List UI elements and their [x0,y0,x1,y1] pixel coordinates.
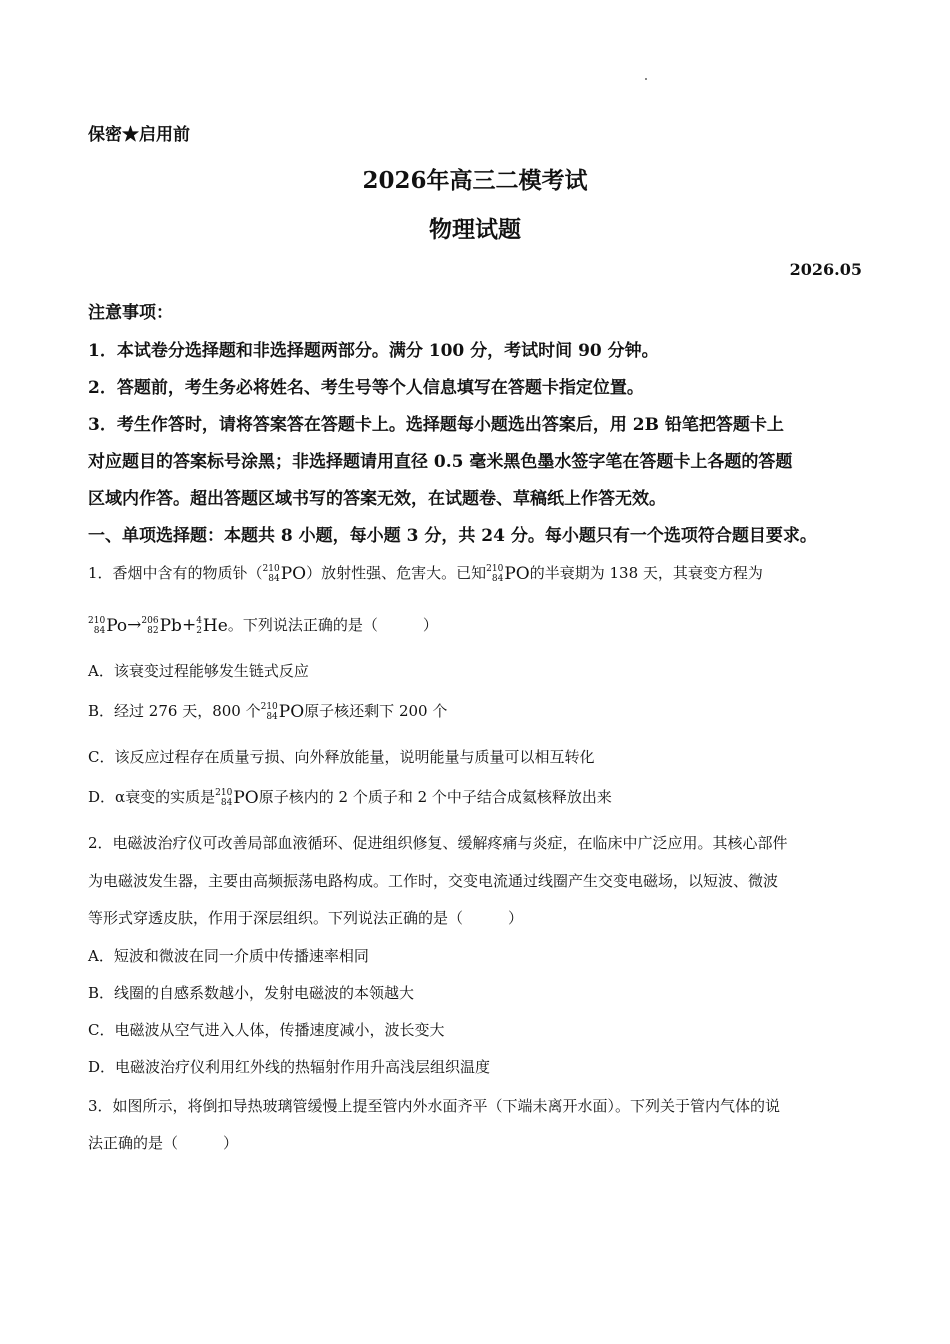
element-symbol: He [202,616,228,636]
note-item-1: 1．本试卷分选择题和非选择题两部分。满分 100 分，考试时间 90 分钟。 [88,341,659,361]
q3-stem-line1: 3．如图所示，将倒扣导热玻璃管缓慢上提至管内外水面齐平（下端未离开水面）。下列关于管内气体的说 [88,1097,781,1115]
subject-title: 物理试题 [429,216,521,243]
secret-label: 保密★启用前 [88,125,190,145]
mass-number: 210 [262,564,280,574]
note-item-3-cont-1: 对应题目的答案标号涂黑；非选择题请用直径 0.5 毫米黑色墨水签字笔在答题卡上各题的答题 [88,452,793,472]
q1-text-3: 的半衰期为 138 天，其衰变方程为 [529,564,763,582]
note-item-2: 2．答题前，考生务必将姓名、考生号等个人信息填写在答题卡指定位置。 [88,378,644,398]
exam-date: 2026.05 [789,260,862,279]
mass-number: 4 [196,616,202,626]
mass-number: 210 [260,702,278,712]
atomic-number: 84 [266,712,278,722]
q1-option-b-text-1: B．经过 276 天，800 个 [88,702,261,720]
stray-dot [645,78,647,80]
nuclide-po-d [215,788,259,808]
element-symbol: PO [278,702,305,722]
mass-number: 206 [141,616,159,626]
q1-option-d-text-2: 原子核内的 2 个质子和 2 个中子结合成氦核释放出来 [258,788,612,806]
q1-stem-end: 。下列说法正确的是（ ） [227,616,438,634]
note-item-3: 3．考生作答时，请将答案答在答题卡上。选择题每小题选出答案后，用 2B 铅笔把答题卡上 [88,415,784,435]
atomic-number: 82 [147,626,159,636]
q1-option-d [88,786,868,808]
plus-symbol: + [181,615,197,635]
element-symbol: PO [280,564,307,584]
q1-option-a: A．该衰变过程能够发生链式反应 [88,662,309,680]
element-symbol: Pb [159,616,182,636]
q1-option-c: C．该反应过程存在质量亏损、向外释放能量，说明能量与质量可以相互转化 [88,748,595,766]
q1-option-d-text-1: D．α衰变的实质是 [88,788,216,806]
q2-stem-line3: 等形式穿透皮肤，作用于深层组织。下列说法正确的是（ ） [88,909,524,927]
q1-decay-equation [88,614,868,636]
q1-option-b [88,700,868,722]
q1-option-b-text-2: 原子核还剩下 200 个 [304,702,448,720]
q1-stem-line1 [88,562,868,584]
q1-text-2: ）放射性强、危害大。已知 [306,564,487,582]
note-item-3-cont-2: 区域内作答。超出答题区域书写的答案无效，在试题卷、草稿纸上作答无效。 [88,489,666,509]
element-symbol: Po [106,616,128,636]
atomic-number: 84 [93,626,106,636]
q2-option-c: C．电磁波从空气进入人体，传播速度减小，波长变大 [88,1021,445,1039]
exam-title: 2026年高三二模考试 [362,167,588,194]
q2-stem-line1: 2．电磁波治疗仪可改善局部血液循环、促进组织修复、缓解疼痛与炎症，在临床中广泛应用。其核心部件 [88,834,788,852]
mass-number: 210 [215,788,233,798]
nuclide-po-1 [263,564,307,584]
q2-option-b: B．线圈的自感系数越小，发射电磁波的本领越大 [88,984,415,1002]
q3-stem-line2: 法正确的是（ ） [88,1134,239,1152]
nuclide-he [196,616,228,636]
q2-option-a: A．短波和微波在同一介质中传播速率相同 [88,947,369,965]
element-symbol: PO [504,564,530,584]
nuclide-pb [141,616,182,636]
atomic-number: 84 [220,798,233,808]
q2-stem-line2: 为电磁波发生器，主要由高频振荡电路构成。工作时，交变电流通过线圈产生交变电磁场，以短波、微波 [88,872,779,890]
notes-heading: 注意事项： [88,303,173,323]
arrow-symbol: → [127,615,142,635]
atomic-number: 84 [268,574,280,584]
section1-heading: 一、单项选择题：本题共 8 小题，每小题 3 分，共 24 分。每小题只有一个选项符合题目要求。 [88,526,817,546]
mass-number: 210 [486,564,504,574]
nuclide-po-b [261,702,305,722]
mass-number: 210 [88,616,106,626]
atomic-number: 2 [196,626,202,636]
atomic-number: 84 [491,574,504,584]
q2-option-d: D．电磁波治疗仪利用红外线的热辐射作用升高浅层组织温度 [88,1058,491,1076]
nuclide-po-eq [88,616,127,636]
q1-text-1: 1．香烟中含有的物质钋（ [88,564,263,582]
nuclide-po-2 [486,564,530,584]
element-symbol: PO [233,788,259,808]
